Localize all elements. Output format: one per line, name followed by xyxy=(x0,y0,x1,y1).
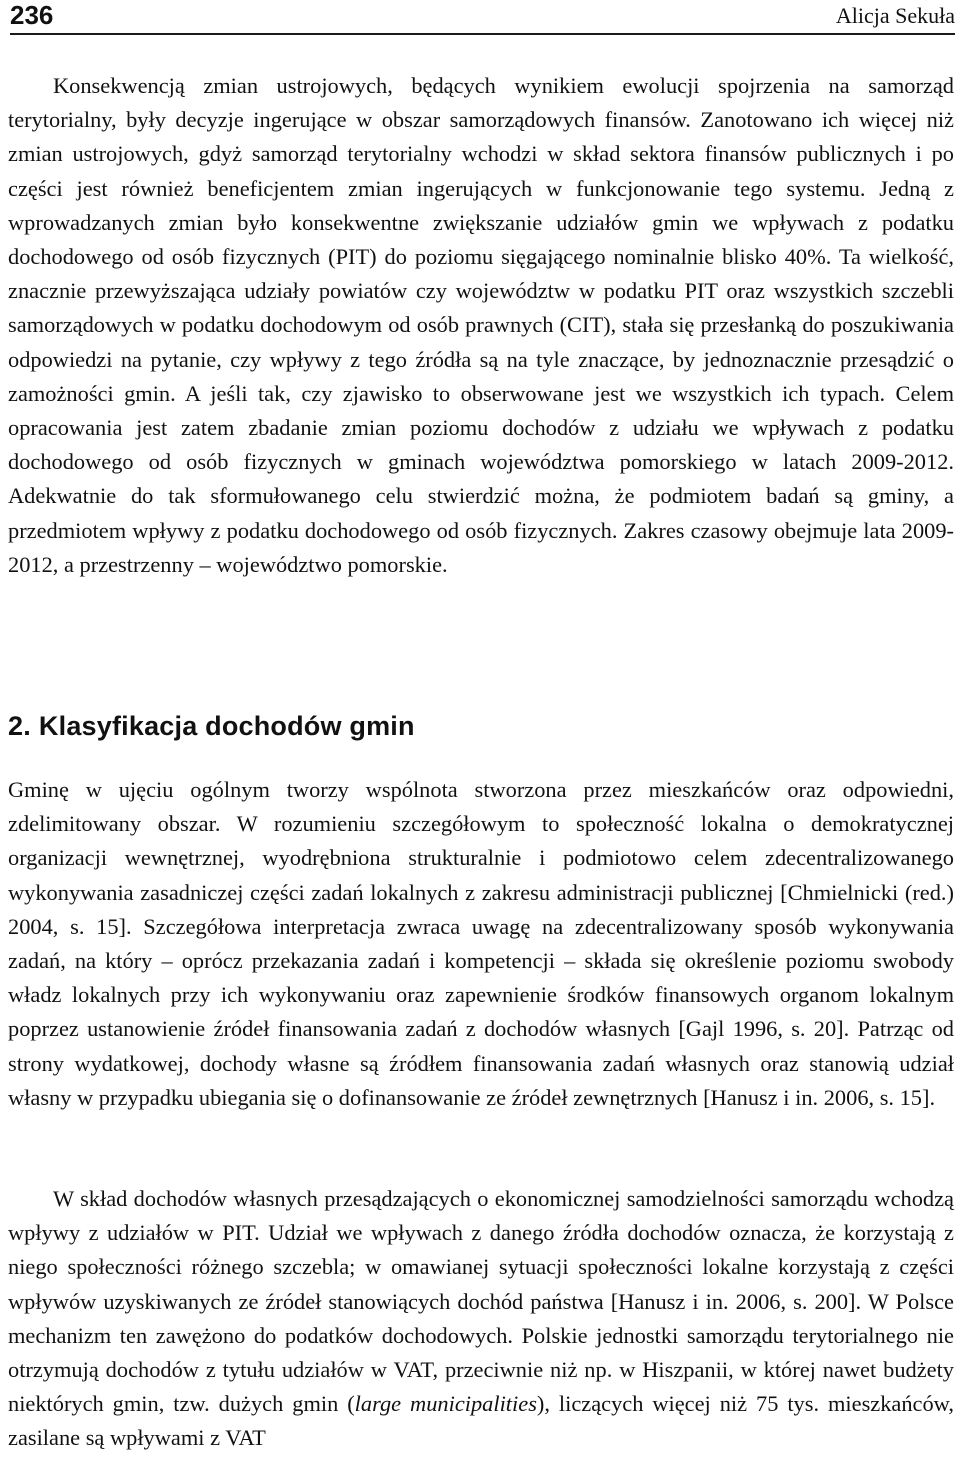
paragraph-gmina-definition: Gminę w ujęciu ogólnym tworzy wspólnota stworzona przez mieszkańców oraz odpowiedni, zdelimitowany obszar. W rozumieniu szczegółowym to społeczność lokalna o demokratycznej organizacji wewnętrznej, wyodrębniona strukturalnie i podmiotowo celem zdecentralizowanego wykonywania zasadniczej części zadań lokalnych z zakresu administracji publicznej [Chmielnicki (red.) 2004, s. 15]. Szczegółowa interpretacja zwraca uwagę na zdecentralizowany sposób wykonywania zadań, na który – oprócz przekazania zadań i kompetencji – składa się określenie poziomu swobody władz lokalnych przy ich wykonywaniu oraz zapewnienie środków finansowych organom lokalnym poprzez ustanowienie źródeł finansowania zadań z dochodów własnych [Gajl 1996, s. 20]. Patrząc od strony wydatkowej, dochody własne są źródłem finansowania zadań własnych oraz stanowią udział własny w przypadku ubiegania się o dofinansowanie ze źródeł zewnętrznych [Hanusz i in. 2006, s. 15]. xyxy=(8,777,954,1110)
page-number: 236 xyxy=(10,0,54,30)
paragraph-text-continued: ), liczących więcej niż 75 tys. mieszkańców, zasilane są wpływami z VAT xyxy=(8,1391,954,1451)
running-header xyxy=(10,0,955,35)
section-number: 2. xyxy=(8,711,31,741)
paragraph-introduction-conclusion: Konsekwencją zmian ustrojowych, będących wynikiem ewolucji spojrzenia na samorząd terytorialny, były decyzje ingerujące w obszar samorządowych finansów. Zanotowano ich więcej niż zmian ustrojowych, gdyż samorząd terytorialny wchodzi w skład sektora finansów publicznych i po części jest również beneficjentem zmian ingerujących w funkcjonowanie tego systemu. Jedną z wprowadzanych zmian było konsekwentne zwiększanie udziałów gmin we wpływach z podatku dochodowego od osób fizycznych (PIT) do poziomu sięgającego nominalnie blisko 40%. Ta wielkość, znacznie przewyższająca udziały powiatów czy województw w podatku PIT oraz wszystkich szczebli samorządowych w podatku dochodowym od osób prawnych (CIT), stała się przesłanką do poszukiwania odpowiedzi na pytanie, czy wpływy z tego źródła są na tyle znaczące, by jednoznacznie przesądzić o zamożności gmin. A jeśli tak, czy zjawisko to obserwowane jest we wszystkich ich typach. Celem opracowania jest zatem zbadanie zmian poziomu dochodów z udziału we wpływach z podatku dochodowego od osób fizycznych w gminach województwa pomorskiego w latach 2009-2012. Adekwatnie do tak sformułowanego celu stwierdzić można, że podmiotem badań są gminy, a przedmiotem wpływy z podatku dochodowego od osób fizycznych. Zakres czasowy obejmuje lata 2009-2012, a przestrzenny – województwo pomorskie. xyxy=(8,73,954,577)
section-title: Klasyfikacja dochodów gmin xyxy=(38,711,415,741)
section-heading xyxy=(8,707,415,745)
paragraph-text: W skład dochodów własnych przesądzających o ekonomicznej samodzielności samorządu wchodzą wpływy z udziałów w PIT. Udział we wpływach z danego źródła dochodów oznacza, że korzystają z niego społeczności różnego szczebla; w omawianej sytuacji społeczności lokalne korzystają z części wpływów uzyskiwanych ze źródeł stanowiących dochód państwa [Hanusz i in. 2006, s. 200]. W Polsce mechanizm ten zawężono do podatków dochodowych. Polskie jednostki samorządu terytorialnego nie otrzymują dochodów z tytułu udziałów w VAT, przeciwnie niż np. w Hiszpanii, w której nawet budżety niektórych gmin, tzw. dużych gmin ( xyxy=(8,1186,954,1417)
running-head-author: Alicja Sekuła xyxy=(835,3,955,28)
paragraph-own-revenues xyxy=(8,1182,954,1456)
italic-term: large municipalities xyxy=(354,1391,537,1417)
